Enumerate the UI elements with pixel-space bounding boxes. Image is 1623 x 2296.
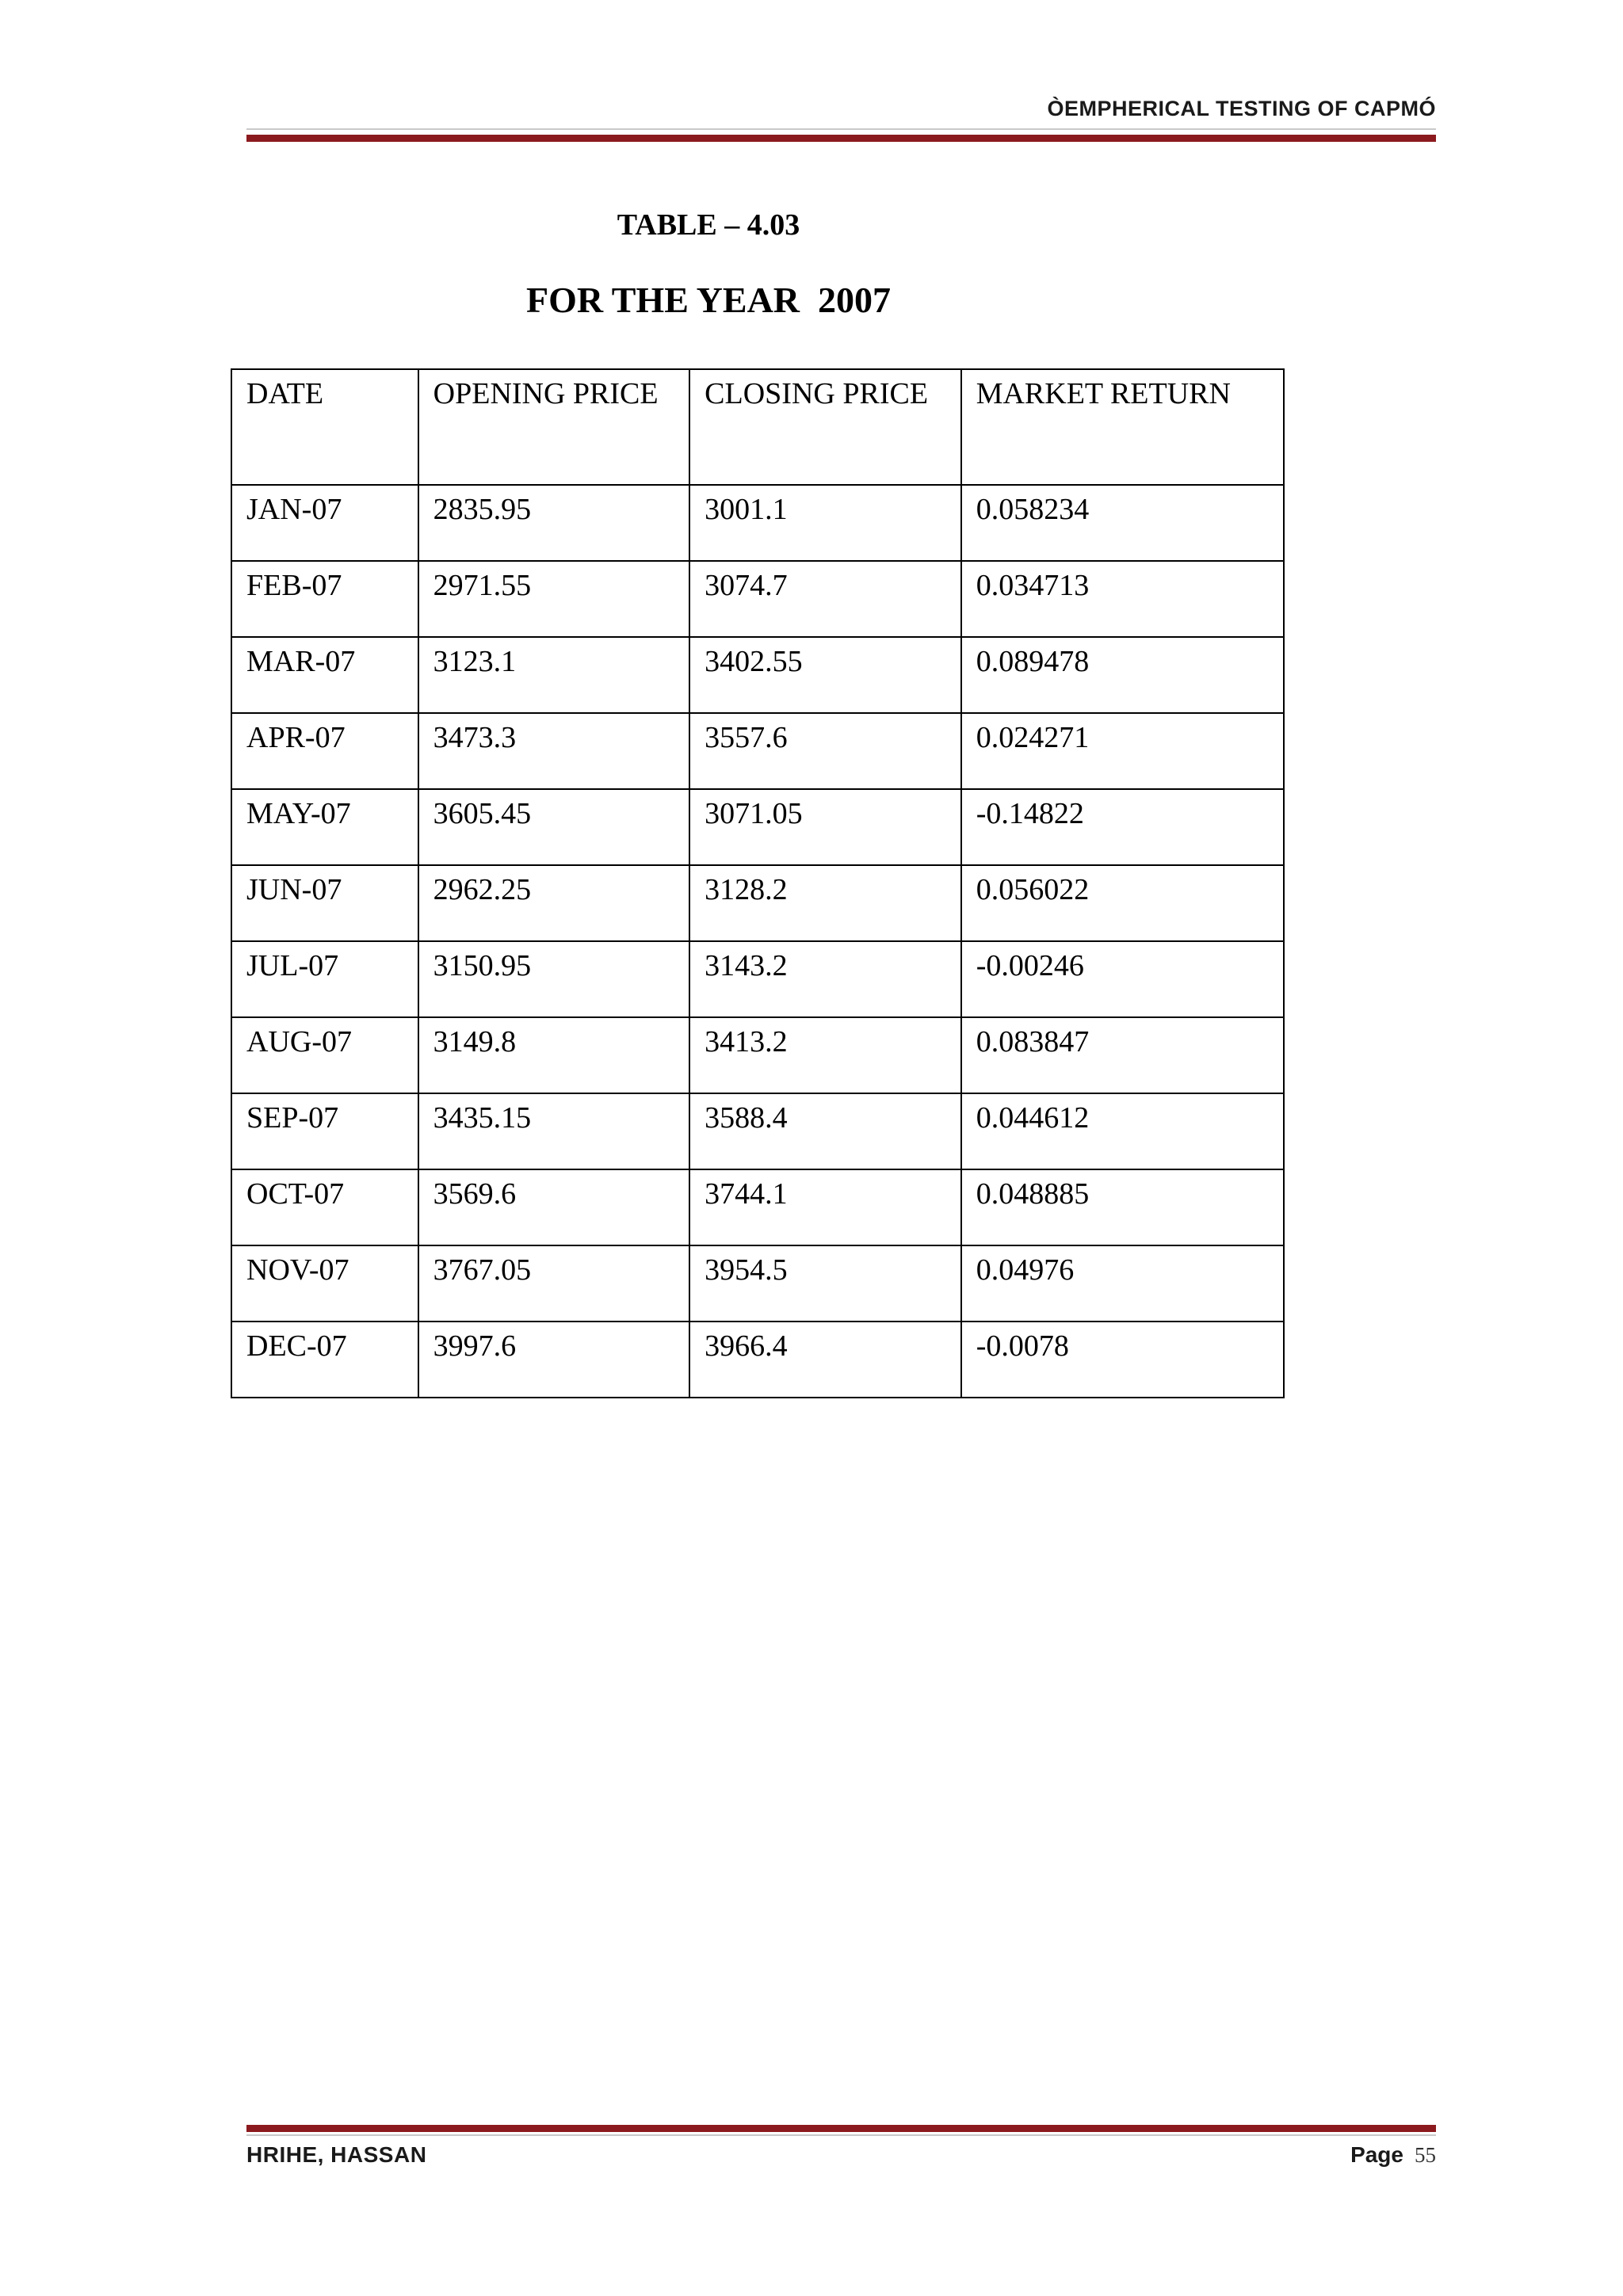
- cell-opening-price: 3149.8: [418, 1017, 690, 1093]
- footer-page-indicator: [1350, 2142, 1436, 2168]
- cell-date: AUG-07: [231, 1017, 418, 1093]
- footer-thick-rule: [246, 2125, 1436, 2132]
- cell-date: JUL-07: [231, 941, 418, 1017]
- cell-date: DEC-07: [231, 1322, 418, 1398]
- footer-page-label: Page: [1350, 2142, 1403, 2167]
- cell-opening-price: 3435.15: [418, 1093, 690, 1169]
- table-row: [231, 789, 1284, 865]
- header-title: ÒEMPHERICAL TESTING OF CAPMÓ: [1047, 97, 1436, 120]
- cell-market-return: 0.034713: [961, 561, 1284, 637]
- cell-closing-price: 3954.5: [689, 1245, 961, 1322]
- cell-closing-price: 3074.7: [689, 561, 961, 637]
- header-thin-rule: [246, 128, 1436, 130]
- cell-opening-price: 3473.3: [418, 713, 690, 789]
- cell-date: JUN-07: [231, 865, 418, 941]
- table-row: [231, 485, 1284, 561]
- cell-closing-price: 3413.2: [689, 1017, 961, 1093]
- footer-thin-rule: [246, 2134, 1436, 2136]
- footer-author: HRIHE, HASSAN: [246, 2142, 427, 2167]
- table-row: [231, 1093, 1284, 1169]
- cell-market-return: -0.00246: [961, 941, 1284, 1017]
- market-return-table: [231, 368, 1285, 1398]
- cell-opening-price: 3569.6: [418, 1169, 690, 1245]
- cell-date: SEP-07: [231, 1093, 418, 1169]
- cell-date: MAR-07: [231, 637, 418, 713]
- cell-market-return: 0.083847: [961, 1017, 1284, 1093]
- cell-market-return: 0.024271: [961, 713, 1284, 789]
- column-header-market-return: MARKET RETURN: [961, 369, 1284, 485]
- table-row: [231, 1322, 1284, 1398]
- column-header-date: DATE: [231, 369, 418, 485]
- cell-date: MAY-07: [231, 789, 418, 865]
- cell-opening-price: 2835.95: [418, 485, 690, 561]
- cell-closing-price: 3402.55: [689, 637, 961, 713]
- year-label: FOR THE YEAR 2007: [525, 280, 892, 320]
- cell-closing-price: 3071.05: [689, 789, 961, 865]
- cell-opening-price: 3997.6: [418, 1322, 690, 1398]
- cell-closing-price: 3143.2: [689, 941, 961, 1017]
- cell-market-return: 0.058234: [961, 485, 1284, 561]
- cell-opening-price: 3605.45: [418, 789, 690, 865]
- cell-market-return: 0.048885: [961, 1169, 1284, 1245]
- cell-market-return: 0.044612: [961, 1093, 1284, 1169]
- cell-closing-price: 3744.1: [689, 1169, 961, 1245]
- header-thick-rule: [246, 135, 1436, 142]
- cell-opening-price: 3150.95: [418, 941, 690, 1017]
- cell-closing-price: 3588.4: [689, 1093, 961, 1169]
- cell-market-return: -0.14822: [961, 789, 1284, 865]
- cell-closing-price: 3128.2: [689, 865, 961, 941]
- cell-market-return: -0.0078: [961, 1322, 1284, 1398]
- cell-opening-price: 2971.55: [418, 561, 690, 637]
- cell-opening-price: 3767.05: [418, 1245, 690, 1322]
- cell-date: APR-07: [231, 713, 418, 789]
- footer-page-number: 55: [1415, 2143, 1436, 2167]
- table-row: [231, 637, 1284, 713]
- cell-market-return: 0.04976: [961, 1245, 1284, 1322]
- table-row: [231, 1245, 1284, 1322]
- cell-market-return: 0.056022: [961, 865, 1284, 941]
- cell-date: FEB-07: [231, 561, 418, 637]
- table-row: [231, 941, 1284, 1017]
- table-row: [231, 1017, 1284, 1093]
- cell-market-return: 0.089478: [961, 637, 1284, 713]
- table-row: [231, 713, 1284, 789]
- table-row: [231, 1169, 1284, 1245]
- table-header-row: [231, 369, 1284, 485]
- column-header-opening-price: OPENING PRICE: [418, 369, 690, 485]
- table-row: [231, 865, 1284, 941]
- cell-closing-price: 3966.4: [689, 1322, 961, 1398]
- column-header-closing-price: CLOSING PRICE: [689, 369, 961, 485]
- cell-date: OCT-07: [231, 1169, 418, 1245]
- cell-date: JAN-07: [231, 485, 418, 561]
- cell-date: NOV-07: [231, 1245, 418, 1322]
- cell-opening-price: 2962.25: [418, 865, 690, 941]
- table-row: [231, 561, 1284, 637]
- table-label: TABLE – 4.03: [617, 208, 800, 242]
- cell-closing-price: 3001.1: [689, 485, 961, 561]
- cell-closing-price: 3557.6: [689, 713, 961, 789]
- cell-opening-price: 3123.1: [418, 637, 690, 713]
